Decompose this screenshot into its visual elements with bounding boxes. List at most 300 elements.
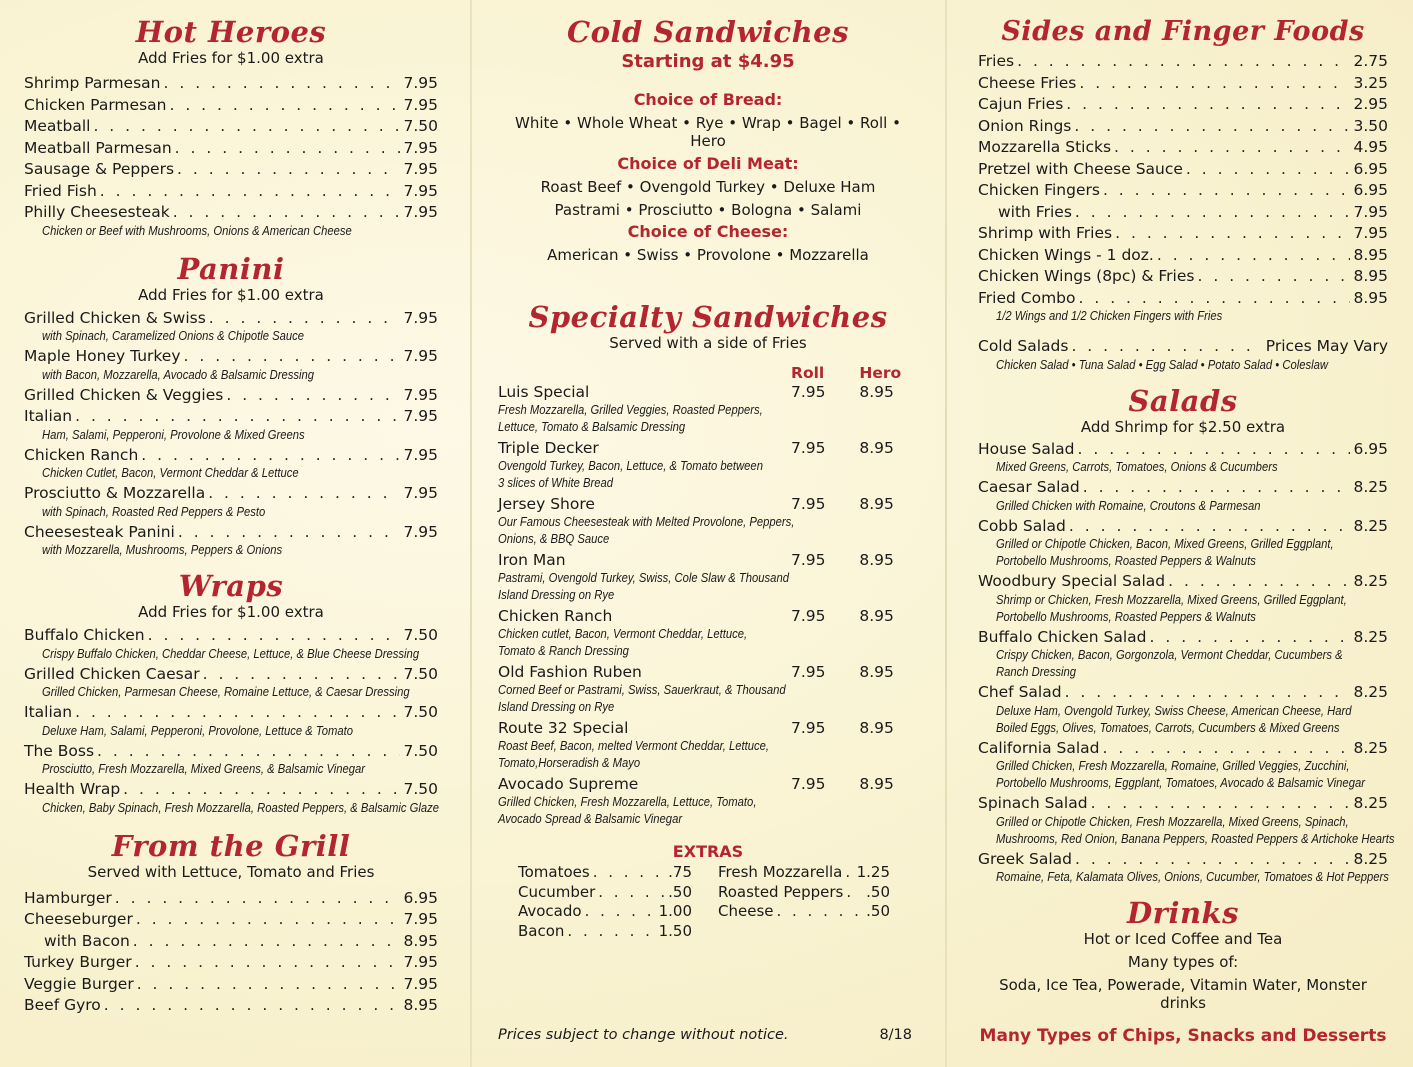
extra-price: .50 [866, 882, 890, 901]
dot-leader [177, 160, 400, 180]
meat-options-1: Roast Beef • Ovengold Turkey • Deluxe Ham [540, 178, 876, 196]
menu-item-row [24, 407, 438, 427]
item-name: Chicken Ranch [498, 607, 613, 625]
specialty-item-header [498, 775, 918, 794]
item-name: Woodbury Special Salad [978, 572, 1166, 590]
dot-leader [1069, 517, 1351, 537]
dot-leader [135, 953, 401, 973]
hero-price: 8.95 [859, 719, 894, 737]
right-panel [978, 0, 1395, 1067]
menu-item [978, 628, 1388, 682]
item-description: Grilled or Chipotle Chicken, Fresh Mozzarella, Mixed Greens, Spinach, [996, 814, 1349, 829]
dot-leader [209, 309, 401, 329]
menu-item-row [978, 181, 1388, 201]
item-description: Corned Beef or Pastrami, Swiss, Sauerkraut, & Thousand [498, 683, 786, 697]
roll-price: 7.95 [791, 383, 826, 401]
item-name: Italian [24, 703, 73, 721]
menu-item [24, 742, 438, 779]
dot-leader [1065, 683, 1351, 703]
panini-list [24, 309, 438, 560]
price-notice: Prices subject to change without notice. [498, 1027, 789, 1043]
hot-heroes-note: Add Fries for $1.00 extra [138, 49, 324, 67]
item-price: 7.95 [1353, 224, 1388, 242]
menu-item-row [24, 665, 438, 685]
specialty-item-header [498, 551, 918, 570]
item-price: 6.95 [1353, 439, 1388, 458]
dot-leader [1071, 337, 1262, 357]
menu-item [24, 139, 438, 159]
wraps-note: Add Fries for $1.00 extra [138, 603, 324, 621]
menu-item-row [24, 780, 438, 800]
item-description: Deluxe Ham, Ovengold Turkey, Swiss Cheese, American Cheese, Hard [996, 703, 1352, 718]
item-description: Avocado Spread & Balsamic Vinegar [498, 812, 683, 826]
item-name: The Boss [24, 741, 95, 760]
menu-item [24, 203, 438, 240]
item-name: Cajun Fries [978, 95, 1064, 113]
menu-item-row [978, 95, 1388, 115]
item-price: 7.95 [1353, 202, 1388, 221]
hero-price: 8.95 [859, 383, 894, 401]
menu-item-row [24, 139, 438, 159]
menu-item-row [978, 794, 1388, 814]
item-price: 8.25 [1353, 572, 1388, 590]
dot-leader [1157, 246, 1351, 266]
panini-title: Panini [177, 251, 285, 286]
menu-item [24, 780, 438, 817]
menu-item-row [24, 117, 438, 137]
dot-leader [598, 883, 665, 903]
menu-item-row [24, 74, 438, 94]
item-description: Grilled Chicken, Fresh Mozzarella, Romaine, Grilled Veggies, Zucchini, [996, 759, 1350, 773]
item-price: 8.25 [1353, 627, 1388, 646]
specialty-title: Specialty Sandwiches [528, 300, 888, 334]
menu-item [24, 484, 438, 521]
item-description: Ovengold Turkey, Bacon, Lettuce, & Tomato between [498, 459, 763, 473]
menu-item-row [24, 996, 438, 1016]
menu-item [24, 626, 438, 663]
item-name: Health Wrap [24, 780, 121, 798]
menu-item-row [24, 703, 438, 723]
dot-leader [776, 902, 863, 922]
item-price: 8.25 [1353, 516, 1388, 535]
menu-item [24, 74, 438, 94]
item-description: Grilled Chicken, Parmesan Cheese, Romaine Lettuce, & Caesar Dressing [42, 685, 410, 699]
item-price: 8.95 [1353, 288, 1388, 307]
item-price: 8.95 [1353, 267, 1388, 285]
roll-price: 7.95 [791, 551, 826, 569]
menu-item [978, 95, 1388, 115]
salads-title: Salads [1128, 383, 1238, 418]
item-description: Island Dressing on Rye [498, 588, 615, 602]
item-name: Grilled Chicken & Veggies [24, 385, 224, 404]
sides-list [978, 52, 1388, 325]
item-description: Grilled or Chipotle Chicken, Bacon, Mixed Greens, Grilled Eggplant, [996, 537, 1334, 551]
item-name: Shrimp with Fries [978, 224, 1113, 242]
item-price: 8.95 [403, 996, 438, 1014]
hero-price: 8.95 [859, 775, 894, 793]
item-name: Mozzarella Sticks [978, 138, 1112, 156]
extra-row [518, 922, 692, 942]
menu-item [978, 850, 1388, 887]
dot-leader [75, 407, 400, 427]
menu-item [24, 446, 438, 483]
specialty-item-header [498, 383, 918, 402]
item-price: 8.25 [1353, 738, 1388, 757]
menu-item [24, 182, 438, 202]
item-price: 7.95 [403, 953, 438, 971]
dot-leader [1079, 74, 1350, 94]
menu-item-row [24, 309, 438, 329]
roll-price: 7.95 [791, 607, 826, 625]
extra-name: Roasted Peppers [718, 882, 844, 901]
item-name: with Fries [998, 202, 1072, 221]
dot-leader [93, 117, 400, 137]
extra-price: .75 [668, 863, 692, 881]
specialty-item-header [498, 439, 918, 458]
menu-item-row [978, 440, 1388, 460]
extra-price: .50 [866, 902, 890, 920]
item-name: Cheeseburger [24, 910, 133, 928]
item-name: Caesar Salad [978, 478, 1080, 496]
item-price: 8.95 [1353, 245, 1388, 264]
menu-item-row [978, 52, 1388, 72]
cold-sandwiches-title: Cold Sandwiches [567, 15, 849, 49]
item-description: Grilled Chicken with Romaine, Croutons & Parmesan [996, 498, 1261, 513]
dot-leader [141, 446, 400, 466]
dot-leader [1074, 117, 1350, 137]
specialty-item [498, 719, 918, 772]
menu-item [978, 246, 1388, 266]
item-name: Meatball Parmesan [24, 138, 172, 157]
item-description: Our Famous Cheesesteak with Melted Provolone, Peppers, [498, 515, 795, 529]
dot-leader [173, 203, 401, 223]
item-name: Fries [978, 52, 1015, 70]
dot-leader [846, 883, 863, 903]
item-price: 7.95 [403, 910, 438, 928]
item-description: Onions, & BBQ Sauce [498, 532, 610, 546]
menu-item [978, 289, 1388, 326]
menu-item [978, 739, 1388, 793]
menu-item-row [978, 850, 1388, 870]
item-price: 7.95 [403, 484, 438, 502]
specialty-item-header [498, 719, 918, 738]
fold-line-right [945, 0, 947, 1067]
menu-item-row [24, 932, 438, 952]
item-price: 7.95 [403, 74, 438, 92]
dot-leader [203, 665, 401, 685]
item-description: Prosciutto, Fresh Mozzarella, Mixed Greens, & Balsamic Vinegar [42, 762, 366, 776]
dot-leader [136, 910, 401, 930]
item-description: Island Dressing on Rye [498, 700, 615, 714]
item-name: Onion Rings [978, 116, 1072, 135]
menu-item [24, 665, 438, 702]
menu-item-row [24, 910, 438, 930]
menu-item [978, 517, 1388, 571]
cold-starting-price: Starting at $4.95 [621, 51, 795, 72]
item-name: Cold Salads [978, 337, 1069, 355]
item-name: Grilled Chicken Caesar [24, 664, 200, 683]
item-price: 7.95 [403, 95, 438, 114]
menu-item [978, 224, 1388, 244]
extras-table [498, 863, 918, 941]
item-name: Philly Cheesesteak [24, 203, 170, 221]
item-name: Luis Special [498, 383, 590, 401]
item-description: Chicken Salad • Tuna Salad • Egg Salad • Potato Salad • Coleslaw [996, 357, 1329, 372]
specialty-item [498, 495, 918, 548]
sides-title: Sides and Finger Foods [1001, 16, 1365, 47]
dot-leader [845, 863, 853, 883]
item-name: Buffalo Chicken [24, 626, 145, 644]
item-name: Maple Honey Turkey [24, 347, 181, 365]
item-name: Buffalo Chicken Salad [978, 627, 1147, 646]
item-price: 7.95 [403, 522, 438, 541]
menu-item [24, 953, 438, 973]
item-description: Chicken Cutlet, Bacon, Vermont Cheddar & Lettuce [42, 466, 299, 480]
item-description: Ham, Salami, Pepperoni, Provolone & Mixed Greens [42, 427, 305, 442]
dot-leader [1017, 52, 1350, 72]
menu-item [978, 478, 1388, 515]
item-name: Triple Decker [498, 439, 599, 457]
bread-title: Choice of Bread: [633, 90, 783, 109]
extra-price: .50 [668, 882, 692, 901]
item-name: with Bacon [44, 931, 130, 950]
item-price: 7.95 [403, 445, 438, 464]
dot-leader [585, 902, 656, 922]
wraps-title: Wraps [178, 569, 284, 603]
item-description: Grilled Chicken, Fresh Mozzarella, Lettuce, Tomato, [498, 795, 757, 809]
item-price: 8.95 [403, 931, 438, 950]
item-name: Veggie Burger [24, 974, 134, 993]
menu-item-row [24, 889, 438, 909]
item-price: 6.95 [1353, 159, 1388, 178]
dot-leader [226, 386, 400, 406]
extras-title: EXTRAS [672, 842, 744, 861]
dot-leader [123, 780, 400, 800]
menu-item-row [978, 203, 1388, 223]
item-description: Pastrami, Ovengold Turkey, Swiss, Cole Slaw & Thousand [498, 571, 789, 585]
item-price: 7.50 [403, 626, 438, 644]
dot-leader [1197, 267, 1350, 287]
item-price: 8.25 [1353, 478, 1388, 496]
item-name: Meatball [24, 117, 91, 135]
item-price: 7.95 [403, 974, 438, 993]
menu-item-row [978, 267, 1388, 287]
hero-header: Hero [859, 364, 902, 382]
item-description: Portobello Mushrooms, Roasted Peppers & Walnuts [996, 609, 1256, 624]
menu-item [978, 117, 1388, 137]
item-description: Tomato,Horseradish & Mayo [498, 756, 641, 770]
item-name: Jersey Shore [498, 495, 595, 513]
menu-item [978, 74, 1388, 94]
item-price: 6.95 [403, 888, 438, 907]
menu-item-row [978, 289, 1388, 309]
menu-item-row [24, 484, 438, 504]
item-description: Mixed Greens, Carrots, Tomatoes, Onions & Cucumbers [996, 460, 1278, 474]
dot-leader [1083, 478, 1351, 498]
menu-item [24, 523, 438, 560]
drinks-line-3: Soda, Ice Tea, Powerade, Vitamin Water, Monster drinks [999, 976, 1367, 1012]
hero-price: 8.95 [859, 439, 894, 457]
item-name: Old Fashion Ruben [498, 663, 642, 681]
extra-row [518, 902, 692, 922]
dot-leader [208, 484, 400, 504]
meat-title: Choice of Deli Meat: [617, 154, 799, 173]
dot-leader [1066, 95, 1350, 115]
dot-leader [1091, 794, 1351, 814]
cheese-options: American • Swiss • Provolone • Mozzarella [547, 246, 869, 264]
specialty-item [498, 775, 918, 828]
dot-leader [1077, 440, 1350, 460]
item-description: 1/2 Wings and 1/2 Chicken Fingers with Fries [996, 309, 1223, 323]
drinks-line-2: Many types of: [1127, 953, 1239, 971]
menu-item-row [24, 626, 438, 646]
item-name: Turkey Burger [24, 953, 132, 971]
salads-list [978, 439, 1395, 887]
hero-price: 8.95 [859, 663, 894, 681]
item-description: Romaine, Feta, Kalamata Olives, Onions, Cucumber, Tomatoes & Hot Peppers [996, 870, 1389, 884]
menu-item-row [978, 517, 1388, 537]
dot-leader [184, 347, 401, 367]
item-name: Chicken Parmesan [24, 95, 167, 114]
dot-leader [175, 139, 401, 159]
hot-heroes-list [24, 74, 438, 240]
dot-leader [1103, 739, 1351, 759]
menu-item [24, 117, 438, 137]
menu-item-row [24, 347, 438, 367]
item-price: 7.50 [403, 703, 438, 721]
menu-item [24, 347, 438, 384]
extra-row [518, 863, 692, 883]
item-description: 3 slices of White Bread [498, 476, 614, 490]
dot-leader [593, 863, 665, 883]
salads-note: Add Shrimp for $2.50 extra [1080, 417, 1286, 436]
item-name: Cobb Salad [978, 516, 1066, 535]
extra-name: Avocado [518, 902, 582, 920]
specialty-item-header [498, 607, 918, 626]
dot-leader [1186, 160, 1351, 180]
item-description: Ranch Dressing [996, 665, 1077, 679]
item-name: Grilled Chicken & Swiss [24, 308, 206, 327]
menu-item [24, 932, 438, 952]
menu-item-row [978, 739, 1388, 759]
cheese-title: Choice of Cheese: [627, 222, 789, 241]
item-name: Pretzel with Cheese Sauce [978, 159, 1183, 178]
dot-leader [75, 703, 400, 723]
menu-item [978, 160, 1388, 180]
menu-item-row [24, 742, 438, 762]
menu-item-row [24, 386, 438, 406]
dot-leader [133, 932, 401, 952]
menu-item-row [978, 74, 1388, 94]
dot-leader [567, 922, 655, 942]
item-name: Fried Fish [24, 181, 97, 200]
item-description: Crispy Chicken, Bacon, Gorgonzola, Vermont Cheddar, Cucumbers & [996, 648, 1343, 662]
specialty-item [498, 663, 918, 716]
item-name: Cheese Fries [978, 73, 1077, 92]
menu-item-row [24, 446, 438, 466]
drinks-title: Drinks [1127, 896, 1239, 930]
item-price: 7.95 [403, 181, 438, 200]
item-name: Route 32 Special [498, 719, 629, 737]
roll-price: 7.95 [791, 775, 826, 793]
item-description: Chicken, Baby Spinach, Fresh Mozzarella, Roasted Peppers, & Balsamic Glaze [42, 800, 440, 815]
menu-item [24, 703, 438, 740]
menu-item-row [978, 337, 1388, 357]
item-price: 7.95 [403, 407, 438, 425]
menu-item [978, 440, 1388, 477]
dot-leader [1114, 138, 1350, 158]
specialty-note: Served with a side of Fries [609, 334, 807, 352]
item-price: 7.95 [403, 347, 438, 365]
grill-list [24, 889, 438, 1016]
panini-note: Add Fries for $1.00 extra [138, 285, 324, 304]
item-price: 7.95 [403, 160, 438, 178]
menu-item [978, 52, 1388, 72]
roll-price: 7.95 [791, 719, 826, 737]
menu-item-row [978, 246, 1388, 266]
bread-options: White • Whole Wheat • Rye • Wrap • Bagel • Roll • Hero [515, 114, 901, 150]
item-price: 8.25 [1353, 794, 1388, 812]
item-price: 7.50 [403, 117, 438, 135]
menu-item [978, 572, 1388, 626]
menu-item [24, 309, 438, 346]
menu-item-row [978, 478, 1388, 498]
item-name: Sausage & Peppers [24, 160, 175, 178]
item-name: California Salad [978, 738, 1100, 757]
dot-leader [1168, 572, 1350, 592]
specialty-item [498, 439, 918, 492]
item-description: Mushrooms, Red Onion, Banana Peppers, Roasted Peppers & Artichoke Hearts [996, 831, 1395, 846]
menu-item [978, 203, 1388, 223]
dot-leader [164, 74, 401, 94]
menu-item-row [24, 953, 438, 973]
menu-item [24, 996, 438, 1016]
item-description: with Mozzarella, Mushrooms, Peppers & Onions [42, 543, 283, 557]
meat-options-2: Pastrami • Prosciutto • Bologna • Salami [554, 201, 862, 219]
menu-item-row [978, 224, 1388, 244]
item-name: Hamburger [24, 888, 112, 907]
extras-right [718, 863, 890, 941]
grill-note: Served with Lettuce, Tomato and Fries [87, 862, 375, 881]
item-price: 8.25 [1353, 683, 1388, 701]
hero-price: 8.95 [859, 607, 894, 625]
item-price: 7.50 [403, 780, 438, 798]
item-description: Portobello Mushrooms, Eggplant, Tomatoes, Avocado & Balsamic Vinegar [996, 776, 1365, 790]
middle-panel [498, 0, 918, 1067]
dot-leader [1115, 224, 1350, 244]
extra-row [718, 902, 890, 922]
dot-leader [169, 96, 400, 116]
menu-item [24, 975, 438, 995]
menu-date: 8/18 [879, 1027, 912, 1043]
dot-leader [115, 889, 401, 909]
item-description: Tomato & Ranch Dressing [498, 644, 629, 658]
dot-leader [148, 626, 401, 646]
specialty-list [498, 383, 918, 828]
item-price: 2.95 [1353, 95, 1388, 113]
roll-price: 7.95 [791, 495, 826, 513]
cold-salads [978, 337, 1388, 374]
dot-leader [100, 182, 401, 202]
menu-item [24, 910, 438, 930]
item-description: Roast Beef, Bacon, melted Vermont Cheddar, Lettuce, [498, 739, 769, 753]
menu-item-row [978, 628, 1388, 648]
extra-name: Bacon [518, 921, 565, 940]
specialty-item-header [498, 663, 918, 682]
item-name: Fried Combo [978, 288, 1076, 307]
menu-item-row [978, 683, 1388, 703]
item-name: Greek Salad [978, 849, 1072, 868]
